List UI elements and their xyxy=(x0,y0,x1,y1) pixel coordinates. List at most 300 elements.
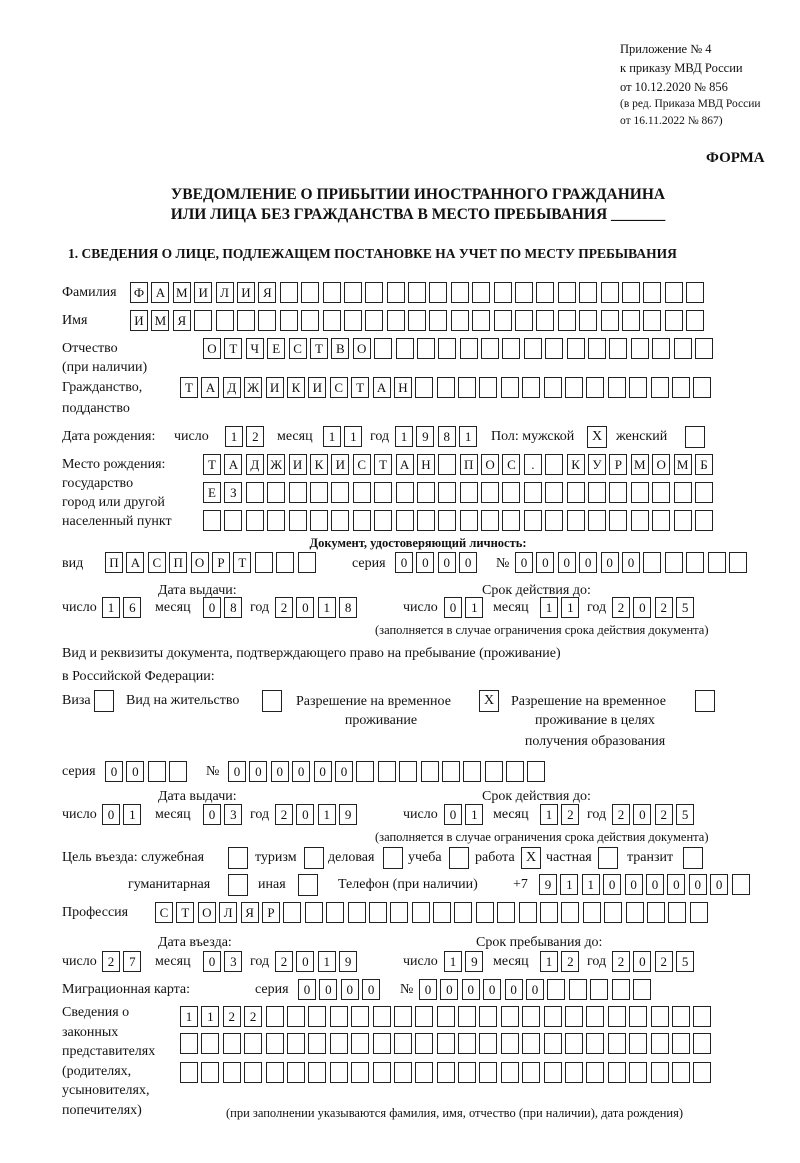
char-cell[interactable] xyxy=(396,510,414,531)
char-cell[interactable]: О xyxy=(198,902,216,923)
char-cell[interactable] xyxy=(369,902,387,923)
char-cell[interactable] xyxy=(451,282,469,303)
char-cell[interactable]: П xyxy=(169,552,187,573)
char-cell[interactable] xyxy=(305,902,323,923)
char-cell[interactable] xyxy=(437,1033,455,1054)
char-cell[interactable] xyxy=(565,1033,583,1054)
legal-reps-field-3[interactable] xyxy=(180,1062,715,1083)
char-cell[interactable] xyxy=(540,902,558,923)
char-cell[interactable]: Д xyxy=(223,377,241,398)
char-cell[interactable]: 1 xyxy=(444,951,462,972)
char-cell[interactable]: Е xyxy=(267,338,285,359)
purpose-humanitarian-checkbox[interactable] xyxy=(228,874,248,896)
char-cell[interactable]: 3 xyxy=(224,804,242,825)
char-cell[interactable] xyxy=(544,1033,562,1054)
char-cell[interactable]: К xyxy=(287,377,305,398)
char-cell[interactable] xyxy=(604,902,622,923)
char-cell[interactable] xyxy=(287,1062,305,1083)
residence-permit-checkbox[interactable] xyxy=(262,690,282,712)
id-number-field[interactable] xyxy=(515,552,750,573)
char-cell[interactable]: Е xyxy=(203,482,221,503)
char-cell[interactable] xyxy=(626,902,644,923)
char-cell[interactable] xyxy=(266,1006,284,1027)
char-cell[interactable] xyxy=(373,1033,391,1054)
char-cell[interactable] xyxy=(224,510,242,531)
char-cell[interactable] xyxy=(565,1062,583,1083)
right-doc-issue-day-field[interactable] xyxy=(102,804,145,825)
migration-card-series-field[interactable] xyxy=(298,979,384,1000)
char-cell[interactable] xyxy=(586,1033,604,1054)
char-cell[interactable] xyxy=(451,310,469,331)
char-cell[interactable] xyxy=(169,761,187,782)
char-cell[interactable] xyxy=(527,761,545,782)
purpose-private-checkbox[interactable] xyxy=(598,847,618,869)
char-cell[interactable]: 1 xyxy=(102,597,120,618)
char-cell[interactable] xyxy=(353,510,371,531)
char-cell[interactable]: 0 xyxy=(362,979,380,1000)
char-cell[interactable] xyxy=(608,1033,626,1054)
char-cell[interactable] xyxy=(524,510,542,531)
char-cell[interactable] xyxy=(394,1062,412,1083)
char-cell[interactable] xyxy=(522,1033,540,1054)
char-cell[interactable]: 0 xyxy=(314,761,332,782)
char-cell[interactable] xyxy=(672,1006,690,1027)
char-cell[interactable]: Т xyxy=(374,454,392,475)
char-cell[interactable] xyxy=(588,482,606,503)
char-cell[interactable] xyxy=(693,1033,711,1054)
char-cell[interactable]: 0 xyxy=(633,951,651,972)
right-doc-issue-month-field[interactable] xyxy=(203,804,246,825)
char-cell[interactable] xyxy=(522,1062,540,1083)
citizenship-field[interactable] xyxy=(180,377,715,398)
char-cell[interactable]: А xyxy=(373,377,391,398)
char-cell[interactable] xyxy=(387,282,405,303)
char-cell[interactable] xyxy=(631,510,649,531)
char-cell[interactable]: Б xyxy=(695,454,713,475)
char-cell[interactable]: 0 xyxy=(444,804,462,825)
char-cell[interactable] xyxy=(579,310,597,331)
char-cell[interactable]: О xyxy=(203,338,221,359)
char-cell[interactable] xyxy=(289,510,307,531)
char-cell[interactable] xyxy=(665,552,683,573)
char-cell[interactable] xyxy=(203,510,221,531)
char-cell[interactable] xyxy=(460,510,478,531)
purpose-business-checkbox[interactable] xyxy=(383,847,403,869)
char-cell[interactable]: Р xyxy=(212,552,230,573)
char-cell[interactable] xyxy=(472,310,490,331)
sex-female-checkbox[interactable] xyxy=(685,426,705,448)
char-cell[interactable]: М xyxy=(173,282,191,303)
char-cell[interactable] xyxy=(437,377,455,398)
char-cell[interactable] xyxy=(558,282,576,303)
char-cell[interactable] xyxy=(502,510,520,531)
patronymic-field[interactable] xyxy=(203,338,716,359)
char-cell[interactable]: М xyxy=(631,454,649,475)
char-cell[interactable]: И xyxy=(194,282,212,303)
char-cell[interactable] xyxy=(479,1033,497,1054)
char-cell[interactable] xyxy=(485,761,503,782)
profession-field[interactable] xyxy=(155,902,711,923)
char-cell[interactable] xyxy=(547,979,565,1000)
char-cell[interactable] xyxy=(180,1033,198,1054)
char-cell[interactable] xyxy=(417,510,435,531)
char-cell[interactable] xyxy=(330,1006,348,1027)
char-cell[interactable] xyxy=(668,902,686,923)
char-cell[interactable] xyxy=(244,1062,262,1083)
char-cell[interactable]: 0 xyxy=(603,874,621,895)
char-cell[interactable] xyxy=(246,482,264,503)
char-cell[interactable] xyxy=(276,552,294,573)
char-cell[interactable] xyxy=(586,377,604,398)
char-cell[interactable]: 0 xyxy=(292,761,310,782)
char-cell[interactable] xyxy=(415,1006,433,1027)
char-cell[interactable]: 0 xyxy=(298,979,316,1000)
char-cell[interactable] xyxy=(583,902,601,923)
char-cell[interactable]: 2 xyxy=(561,804,579,825)
char-cell[interactable] xyxy=(693,1062,711,1083)
char-cell[interactable]: 3 xyxy=(224,951,242,972)
char-cell[interactable]: 0 xyxy=(341,979,359,1000)
char-cell[interactable] xyxy=(421,761,439,782)
char-cell[interactable]: М xyxy=(151,310,169,331)
char-cell[interactable] xyxy=(672,377,690,398)
char-cell[interactable]: 1 xyxy=(323,426,341,447)
char-cell[interactable]: И xyxy=(289,454,307,475)
birth-year-field[interactable] xyxy=(395,426,481,447)
legal-reps-field-2[interactable] xyxy=(180,1033,715,1054)
char-cell[interactable] xyxy=(674,338,692,359)
char-cell[interactable] xyxy=(479,377,497,398)
char-cell[interactable]: 0 xyxy=(228,761,246,782)
char-cell[interactable] xyxy=(351,1033,369,1054)
char-cell[interactable]: . xyxy=(524,454,542,475)
char-cell[interactable]: 0 xyxy=(689,874,707,895)
char-cell[interactable] xyxy=(308,1006,326,1027)
id-issue-month-field[interactable] xyxy=(203,597,246,618)
char-cell[interactable]: 0 xyxy=(622,552,640,573)
char-cell[interactable]: 8 xyxy=(339,597,357,618)
char-cell[interactable]: И xyxy=(331,454,349,475)
char-cell[interactable] xyxy=(417,482,435,503)
char-cell[interactable] xyxy=(590,979,608,1000)
char-cell[interactable] xyxy=(266,1033,284,1054)
char-cell[interactable] xyxy=(399,761,417,782)
char-cell[interactable] xyxy=(622,282,640,303)
char-cell[interactable]: 0 xyxy=(440,979,458,1000)
char-cell[interactable]: 0 xyxy=(462,979,480,1000)
char-cell[interactable]: О xyxy=(191,552,209,573)
char-cell[interactable] xyxy=(567,338,585,359)
char-cell[interactable]: С xyxy=(155,902,173,923)
char-cell[interactable] xyxy=(608,1006,626,1027)
char-cell[interactable] xyxy=(732,874,750,895)
char-cell[interactable]: М xyxy=(674,454,692,475)
char-cell[interactable]: 0 xyxy=(419,979,437,1000)
char-cell[interactable] xyxy=(396,482,414,503)
char-cell[interactable]: Т xyxy=(180,377,198,398)
char-cell[interactable] xyxy=(396,338,414,359)
char-cell[interactable]: 0 xyxy=(438,552,456,573)
char-cell[interactable] xyxy=(429,282,447,303)
char-cell[interactable] xyxy=(686,282,704,303)
char-cell[interactable]: 0 xyxy=(203,951,221,972)
char-cell[interactable]: 5 xyxy=(676,597,694,618)
char-cell[interactable] xyxy=(633,979,651,1000)
birth-month-field[interactable] xyxy=(323,426,366,447)
char-cell[interactable]: О xyxy=(353,338,371,359)
char-cell[interactable] xyxy=(494,282,512,303)
char-cell[interactable]: А xyxy=(224,454,242,475)
char-cell[interactable] xyxy=(348,902,366,923)
char-cell[interactable]: 8 xyxy=(438,426,456,447)
char-cell[interactable] xyxy=(561,902,579,923)
char-cell[interactable]: 2 xyxy=(244,1006,262,1027)
char-cell[interactable] xyxy=(481,482,499,503)
char-cell[interactable] xyxy=(201,1033,219,1054)
char-cell[interactable] xyxy=(331,482,349,503)
char-cell[interactable] xyxy=(672,1033,690,1054)
char-cell[interactable] xyxy=(438,338,456,359)
char-cell[interactable] xyxy=(629,1006,647,1027)
char-cell[interactable]: К xyxy=(310,454,328,475)
char-cell[interactable]: 0 xyxy=(296,597,314,618)
char-cell[interactable] xyxy=(353,482,371,503)
char-cell[interactable]: 0 xyxy=(459,552,477,573)
char-cell[interactable] xyxy=(479,1006,497,1027)
char-cell[interactable] xyxy=(266,1062,284,1083)
char-cell[interactable]: 2 xyxy=(655,951,673,972)
char-cell[interactable] xyxy=(497,902,515,923)
char-cell[interactable]: 2 xyxy=(223,1006,241,1027)
char-cell[interactable]: 0 xyxy=(579,552,597,573)
char-cell[interactable] xyxy=(460,482,478,503)
char-cell[interactable] xyxy=(588,510,606,531)
char-cell[interactable] xyxy=(494,310,512,331)
sex-male-checkbox[interactable]: X xyxy=(587,426,607,448)
char-cell[interactable] xyxy=(695,510,713,531)
char-cell[interactable] xyxy=(652,482,670,503)
char-cell[interactable] xyxy=(374,510,392,531)
char-cell[interactable] xyxy=(609,510,627,531)
char-cell[interactable]: 1 xyxy=(201,1006,219,1027)
char-cell[interactable] xyxy=(690,902,708,923)
char-cell[interactable] xyxy=(693,1006,711,1027)
char-cell[interactable] xyxy=(501,1062,519,1083)
stay-day-field[interactable] xyxy=(444,951,487,972)
char-cell[interactable]: И xyxy=(308,377,326,398)
char-cell[interactable] xyxy=(344,282,362,303)
char-cell[interactable] xyxy=(390,902,408,923)
char-cell[interactable] xyxy=(194,310,212,331)
char-cell[interactable]: 0 xyxy=(395,552,413,573)
char-cell[interactable]: У xyxy=(588,454,606,475)
stay-month-field[interactable] xyxy=(540,951,583,972)
char-cell[interactable] xyxy=(437,1006,455,1027)
char-cell[interactable] xyxy=(458,1062,476,1083)
char-cell[interactable]: 0 xyxy=(416,552,434,573)
char-cell[interactable]: Т xyxy=(351,377,369,398)
purpose-service-checkbox[interactable] xyxy=(228,847,248,869)
purpose-tourism-checkbox[interactable] xyxy=(304,847,324,869)
char-cell[interactable]: 0 xyxy=(203,804,221,825)
char-cell[interactable]: 0 xyxy=(335,761,353,782)
char-cell[interactable] xyxy=(433,902,451,923)
char-cell[interactable] xyxy=(244,1033,262,1054)
char-cell[interactable] xyxy=(458,377,476,398)
char-cell[interactable]: Ф xyxy=(130,282,148,303)
char-cell[interactable] xyxy=(708,552,726,573)
char-cell[interactable] xyxy=(608,1062,626,1083)
char-cell[interactable] xyxy=(643,552,661,573)
char-cell[interactable] xyxy=(609,482,627,503)
char-cell[interactable]: 9 xyxy=(465,951,483,972)
char-cell[interactable] xyxy=(394,1033,412,1054)
char-cell[interactable] xyxy=(454,902,472,923)
id-valid-month-field[interactable] xyxy=(540,597,583,618)
char-cell[interactable] xyxy=(651,1006,669,1027)
char-cell[interactable] xyxy=(417,338,435,359)
right-doc-number-field[interactable] xyxy=(228,761,549,782)
char-cell[interactable] xyxy=(323,282,341,303)
char-cell[interactable] xyxy=(365,310,383,331)
char-cell[interactable] xyxy=(565,377,583,398)
char-cell[interactable]: Я xyxy=(173,310,191,331)
char-cell[interactable] xyxy=(629,1062,647,1083)
char-cell[interactable]: 1 xyxy=(465,804,483,825)
id-valid-day-field[interactable] xyxy=(444,597,487,618)
char-cell[interactable] xyxy=(643,282,661,303)
char-cell[interactable] xyxy=(373,1006,391,1027)
char-cell[interactable] xyxy=(330,1033,348,1054)
char-cell[interactable]: 1 xyxy=(344,426,362,447)
char-cell[interactable]: Т xyxy=(203,454,221,475)
char-cell[interactable]: 9 xyxy=(539,874,557,895)
char-cell[interactable] xyxy=(481,338,499,359)
char-cell[interactable] xyxy=(686,310,704,331)
char-cell[interactable] xyxy=(501,1006,519,1027)
char-cell[interactable] xyxy=(588,338,606,359)
char-cell[interactable]: 0 xyxy=(625,874,643,895)
char-cell[interactable]: 2 xyxy=(275,951,293,972)
char-cell[interactable] xyxy=(729,552,747,573)
char-cell[interactable] xyxy=(308,1062,326,1083)
char-cell[interactable] xyxy=(415,1033,433,1054)
char-cell[interactable] xyxy=(180,1062,198,1083)
char-cell[interactable] xyxy=(652,510,670,531)
char-cell[interactable] xyxy=(442,761,460,782)
char-cell[interactable]: 9 xyxy=(339,951,357,972)
char-cell[interactable] xyxy=(609,338,627,359)
char-cell[interactable]: О xyxy=(481,454,499,475)
char-cell[interactable] xyxy=(378,761,396,782)
char-cell[interactable] xyxy=(223,1033,241,1054)
birth-day-field[interactable] xyxy=(225,426,268,447)
char-cell[interactable] xyxy=(695,482,713,503)
char-cell[interactable] xyxy=(289,482,307,503)
char-cell[interactable]: 0 xyxy=(296,804,314,825)
char-cell[interactable]: Т xyxy=(233,552,251,573)
char-cell[interactable]: П xyxy=(460,454,478,475)
char-cell[interactable]: 1 xyxy=(225,426,243,447)
char-cell[interactable] xyxy=(301,310,319,331)
char-cell[interactable]: 2 xyxy=(655,804,673,825)
char-cell[interactable]: 0 xyxy=(105,761,123,782)
char-cell[interactable] xyxy=(287,1006,305,1027)
char-cell[interactable]: Т xyxy=(224,338,242,359)
char-cell[interactable] xyxy=(579,282,597,303)
char-cell[interactable] xyxy=(458,1006,476,1027)
temp-residence-checkbox[interactable]: X xyxy=(479,690,499,712)
char-cell[interactable] xyxy=(686,552,704,573)
char-cell[interactable] xyxy=(519,902,537,923)
char-cell[interactable]: 1 xyxy=(561,597,579,618)
char-cell[interactable]: 0 xyxy=(601,552,619,573)
char-cell[interactable] xyxy=(545,454,563,475)
char-cell[interactable] xyxy=(223,1062,241,1083)
char-cell[interactable]: С xyxy=(502,454,520,475)
char-cell[interactable]: 2 xyxy=(655,597,673,618)
right-doc-series-field[interactable] xyxy=(105,761,191,782)
char-cell[interactable]: 0 xyxy=(249,761,267,782)
char-cell[interactable]: 1 xyxy=(459,426,477,447)
char-cell[interactable] xyxy=(310,482,328,503)
char-cell[interactable]: А xyxy=(396,454,414,475)
char-cell[interactable]: И xyxy=(237,282,255,303)
stay-year-field[interactable] xyxy=(612,951,698,972)
char-cell[interactable]: 2 xyxy=(275,597,293,618)
char-cell[interactable]: Ж xyxy=(267,454,285,475)
char-cell[interactable] xyxy=(501,1033,519,1054)
char-cell[interactable] xyxy=(330,1062,348,1083)
char-cell[interactable] xyxy=(237,310,255,331)
char-cell[interactable]: Р xyxy=(262,902,280,923)
char-cell[interactable]: 0 xyxy=(633,804,651,825)
char-cell[interactable]: 1 xyxy=(318,804,336,825)
purpose-work-checkbox[interactable]: X xyxy=(521,847,541,869)
char-cell[interactable] xyxy=(258,310,276,331)
char-cell[interactable] xyxy=(544,1006,562,1027)
purpose-transit-checkbox[interactable] xyxy=(683,847,703,869)
char-cell[interactable] xyxy=(283,902,301,923)
birth-place-field-1[interactable] xyxy=(203,454,716,475)
char-cell[interactable] xyxy=(415,1062,433,1083)
char-cell[interactable]: А xyxy=(151,282,169,303)
char-cell[interactable] xyxy=(365,282,383,303)
char-cell[interactable]: 6 xyxy=(123,597,141,618)
char-cell[interactable] xyxy=(544,1062,562,1083)
phone-field[interactable] xyxy=(539,874,753,895)
char-cell[interactable]: 0 xyxy=(536,552,554,573)
char-cell[interactable] xyxy=(601,282,619,303)
char-cell[interactable] xyxy=(558,310,576,331)
char-cell[interactable] xyxy=(612,979,630,1000)
purpose-other-checkbox[interactable] xyxy=(298,874,318,896)
char-cell[interactable] xyxy=(460,338,478,359)
char-cell[interactable] xyxy=(674,482,692,503)
char-cell[interactable] xyxy=(429,310,447,331)
char-cell[interactable] xyxy=(438,454,456,475)
char-cell[interactable]: 2 xyxy=(561,951,579,972)
char-cell[interactable]: 1 xyxy=(318,951,336,972)
right-doc-valid-year-field[interactable] xyxy=(612,804,698,825)
char-cell[interactable] xyxy=(502,338,520,359)
char-cell[interactable] xyxy=(287,1033,305,1054)
migration-card-number-field[interactable] xyxy=(419,979,654,1000)
char-cell[interactable] xyxy=(665,310,683,331)
char-cell[interactable]: 0 xyxy=(444,597,462,618)
char-cell[interactable] xyxy=(374,338,392,359)
char-cell[interactable]: Н xyxy=(417,454,435,475)
